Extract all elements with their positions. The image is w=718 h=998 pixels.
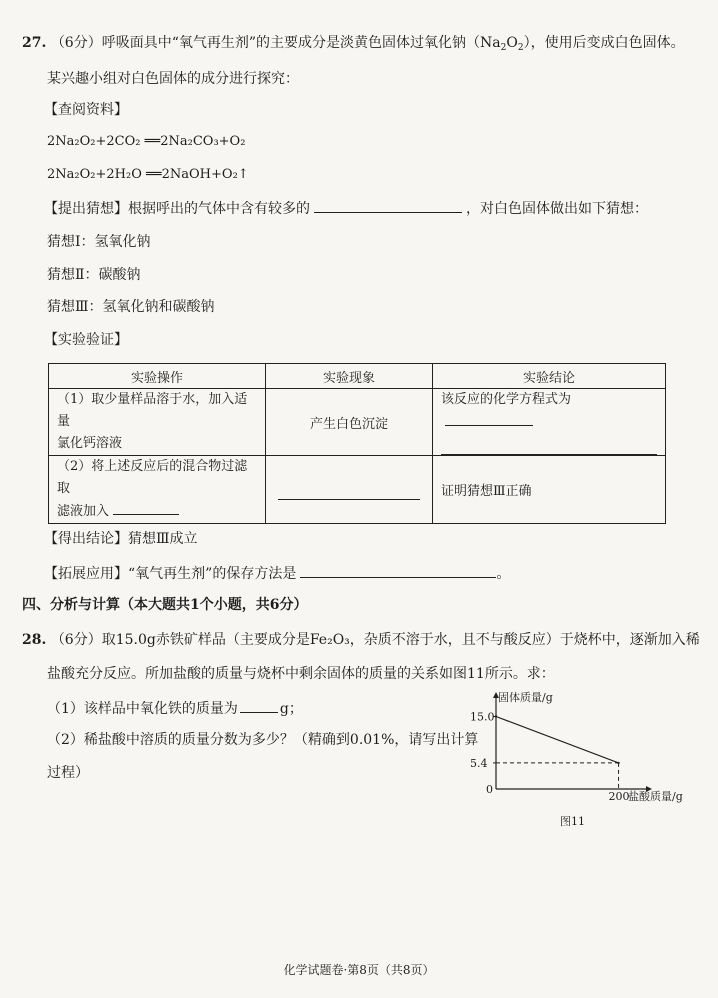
header-phenomenon: 实验现象 bbox=[266, 364, 433, 389]
q27-number: 27. bbox=[22, 35, 47, 51]
row1-concl-text: 该反应的化学方程式为 bbox=[441, 392, 572, 407]
origin-label: 0 bbox=[486, 783, 493, 796]
guess-1: 猜想Ⅰ：氢氧化钠 bbox=[47, 234, 151, 250]
row2-conclusion: 证明猜想Ⅲ正确 bbox=[433, 456, 666, 524]
q28-number: 28. bbox=[22, 632, 47, 648]
row2-op-a: （2）将上述反应后的混合物过滤取 bbox=[57, 459, 248, 496]
hypothesis-prefix: 【提出猜想】根据呼出的气体中含有较多的 bbox=[44, 201, 310, 217]
q27-line2: 某兴趣小组对白色固体的成分进行探究： bbox=[47, 71, 299, 87]
equation-1: 2Na₂O₂+2CO₂ ══2Na₂CO₃+O₂ bbox=[47, 134, 246, 149]
conclusion-line: 【得出结论】猜想Ⅲ成立 bbox=[44, 531, 198, 547]
y-tick-label: 5.4 bbox=[470, 756, 488, 770]
q28-line2: 盐酸充分反应。所加盐酸的质量与烧杯中剩余固体的质量的关系如图11所示。求： bbox=[47, 666, 555, 682]
guess-2: 猜想Ⅱ：碳酸钠 bbox=[47, 267, 141, 283]
q28-sub1-suffix: g； bbox=[279, 701, 303, 717]
header-operation: 实验操作 bbox=[49, 364, 266, 389]
q27-score: （6分） bbox=[50, 35, 102, 51]
data-point bbox=[495, 715, 497, 717]
q28-text-1: （6分）取15.0g赤铁矿样品（主要成分是Fe₂O₃，杂质不溶于水，且不与酸反应）于烧杯中，逐渐加入稀 bbox=[50, 632, 700, 648]
equation-2: 2Na₂O₂+2H₂O ══2NaOH+O₂↑ bbox=[47, 167, 249, 182]
page-footer: 化学试题卷·第8页（共8页） bbox=[283, 963, 435, 977]
extension-suffix: 。 bbox=[496, 566, 511, 582]
hypothesis-suffix: ，对白色固体做出如下猜想： bbox=[466, 201, 648, 217]
header-conclusion: 实验结论 bbox=[433, 364, 666, 389]
q27-intro-sub2: 2 bbox=[517, 43, 524, 53]
q27-intro-sub1: 2 bbox=[500, 43, 507, 53]
row1-op-b: 氯化钙溶液 bbox=[57, 436, 123, 451]
row1-op-a: （1）取少量样品溶于水，加入适量 bbox=[57, 392, 248, 429]
section-verify: 【实验验证】 bbox=[44, 332, 128, 348]
y-tick-label: 15.0 bbox=[470, 710, 495, 724]
q28-sub2-b: 过程） bbox=[47, 765, 89, 781]
q27-intro-b: O bbox=[506, 35, 518, 51]
x-axis-label: 盐酸质量/g bbox=[628, 790, 683, 803]
data-series-line bbox=[496, 717, 619, 763]
row1-phenomenon: 产生白色沉淀 bbox=[266, 389, 433, 456]
y-axis-label: 固体质量/g bbox=[498, 691, 553, 704]
section-reference: 【查阅资料】 bbox=[44, 102, 128, 118]
q27-intro-a: 呼吸面具中“氧气再生剂”的主要成分是淡黄色固体过氧化钠（Na bbox=[101, 35, 501, 51]
row2-op-b: 滤液加入 bbox=[57, 504, 110, 519]
chart-axes bbox=[470, 690, 683, 828]
x-tick-label: 200 bbox=[608, 790, 630, 803]
figure-caption: 图11 bbox=[560, 815, 585, 828]
q27-intro-c: ），使用后变成白色固体。 bbox=[523, 35, 685, 51]
section-4-heading: 四、分析与计算（本大题共1个小题，共6分） bbox=[22, 597, 308, 613]
chart-marks bbox=[495, 715, 620, 789]
guess-3: 猜想Ⅲ：氢氧化钠和碳酸钠 bbox=[47, 299, 215, 315]
extension-prefix: 【拓展应用】“氧气再生剂”的保存方法是 bbox=[44, 566, 297, 582]
q28-sub1-prefix: （1）该样品中氧化铁的质量为 bbox=[47, 701, 238, 717]
q28-sub2: （2）稀盐酸中溶质的质量分数为多少？（精确到0.01%，请写出计算 bbox=[47, 732, 479, 748]
